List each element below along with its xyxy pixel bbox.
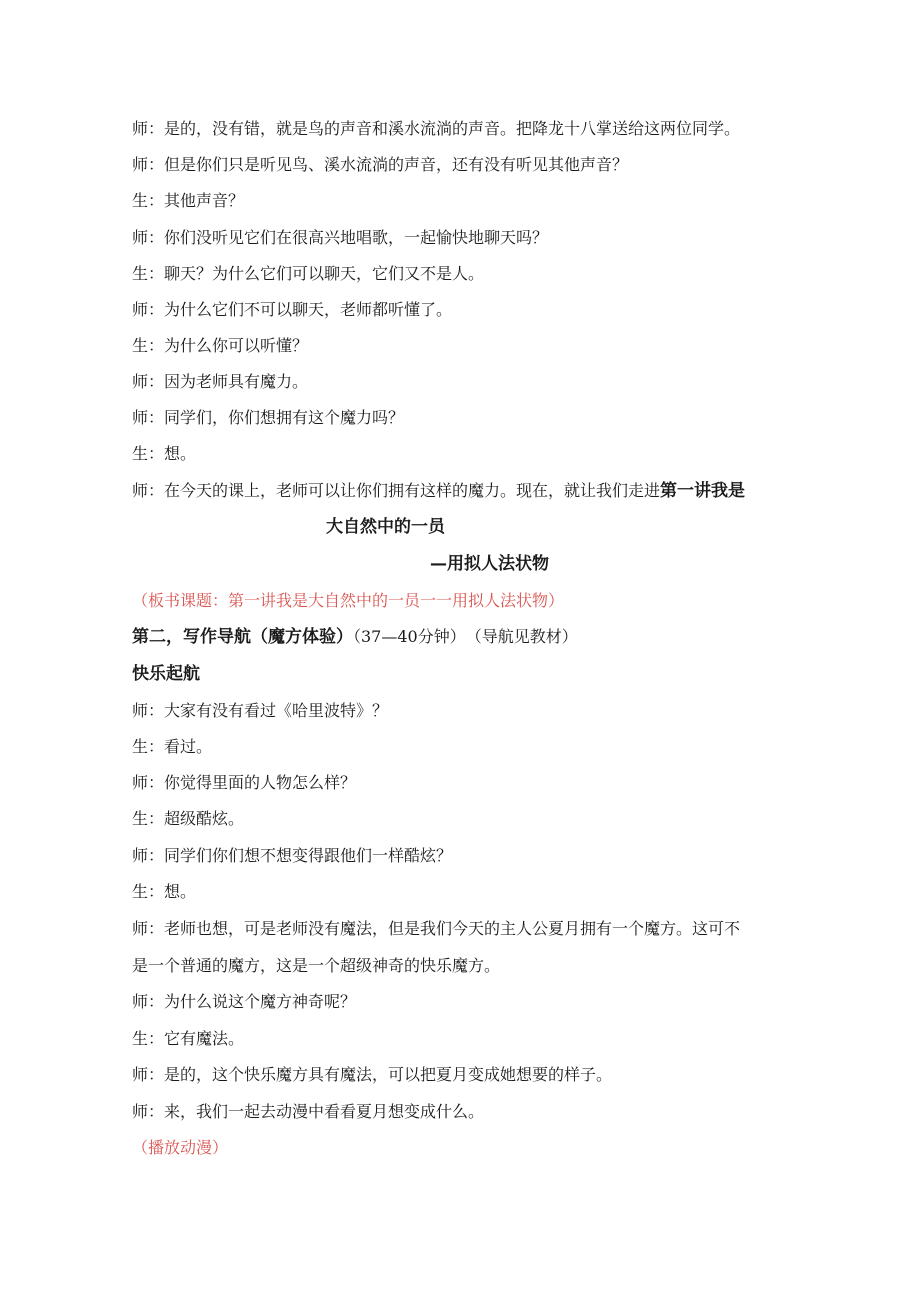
dialogue-line: 师：同学们你们想不想变得跟他们一样酷炫？ [132, 846, 453, 865]
lesson-title-part2: 大自然中的一员 [326, 517, 445, 537]
dialogue-line: 师：是的，没有错，就是鸟的声音和溪水流淌的声音。把降龙十八掌送给这两位同学。 [132, 119, 741, 138]
dialogue-line: 生：为什么你可以听懂？ [132, 336, 309, 355]
dialogue-line: 师：你们没听见它们在很高兴地唱歌，一起愉快地聊天吗？ [132, 228, 549, 247]
dialogue-line: 师：但是你们只是听见鸟、溪水流淌的声音，还有没有听见其他声音？ [132, 155, 629, 174]
play-note: （播放动漫） [132, 1138, 229, 1157]
dialogue-line: 生：它有魔法。 [132, 1029, 245, 1048]
dialogue-line: 生：看过。 [132, 737, 213, 756]
section-note: （导航见教材） [473, 627, 578, 646]
board-note: （板书课题：第一讲我是大自然中的一员一一用拟人法状物） [132, 591, 565, 610]
dialogue-line: 师：大家有没有看过《哈里波特》？ [132, 701, 389, 720]
dialogue-line: 师：来，我们一起去动漫中看看夏月想变成什么。 [132, 1102, 485, 1121]
paragraph-line: 是一个普通的魔方，这是一个超级神奇的快乐魔方。 [132, 956, 501, 975]
dialogue-line: 生：其他声音？ [132, 191, 245, 210]
section-heading: 第二，写作导航（魔方体验） [132, 627, 353, 647]
dialogue-line: 师：是的，这个快乐魔方具有魔法，可以把夏月变成她想要的样子。 [132, 1065, 613, 1084]
dialogue-line: 师：同学们，你们想拥有这个魔力吗？ [132, 408, 405, 427]
dialogue-line: 生：想。 [132, 882, 197, 901]
dialogue-line: 师：为什么它们不可以聊天，老师都听懂了。 [132, 300, 453, 319]
lesson-title-part1: 第一讲我是 [660, 481, 746, 501]
dialogue-line: 生：超级酷炫。 [132, 809, 245, 828]
subheading: 快乐起航 [132, 664, 200, 684]
intro-prefix: 师：在今天的课上，老师可以让你们拥有这样的魔力。现在，就让我们走进 [132, 481, 661, 500]
dialogue-line: 师：为什么说这个魔方神奇呢？ [132, 992, 357, 1011]
intro-line [132, 480, 792, 502]
paragraph-line: 师：老师也想，可是老师没有魔法，但是我们今天的主人公夏月拥有一个魔方。这可不 [132, 919, 741, 938]
section-heading-line [132, 626, 792, 648]
dialogue-line: 师：因为老师具有魔力。 [132, 372, 309, 391]
dialogue-line: 生：聊天？为什么它们可以聊天，它们又不是人。 [132, 264, 485, 283]
dialogue-line: 师：你觉得里面的人物怎么样？ [132, 773, 357, 792]
section-time: （37—40分钟） [353, 627, 466, 646]
dialogue-line: 生：想。 [132, 444, 197, 463]
lesson-title-part3: —用拟人法状物 [430, 554, 549, 574]
